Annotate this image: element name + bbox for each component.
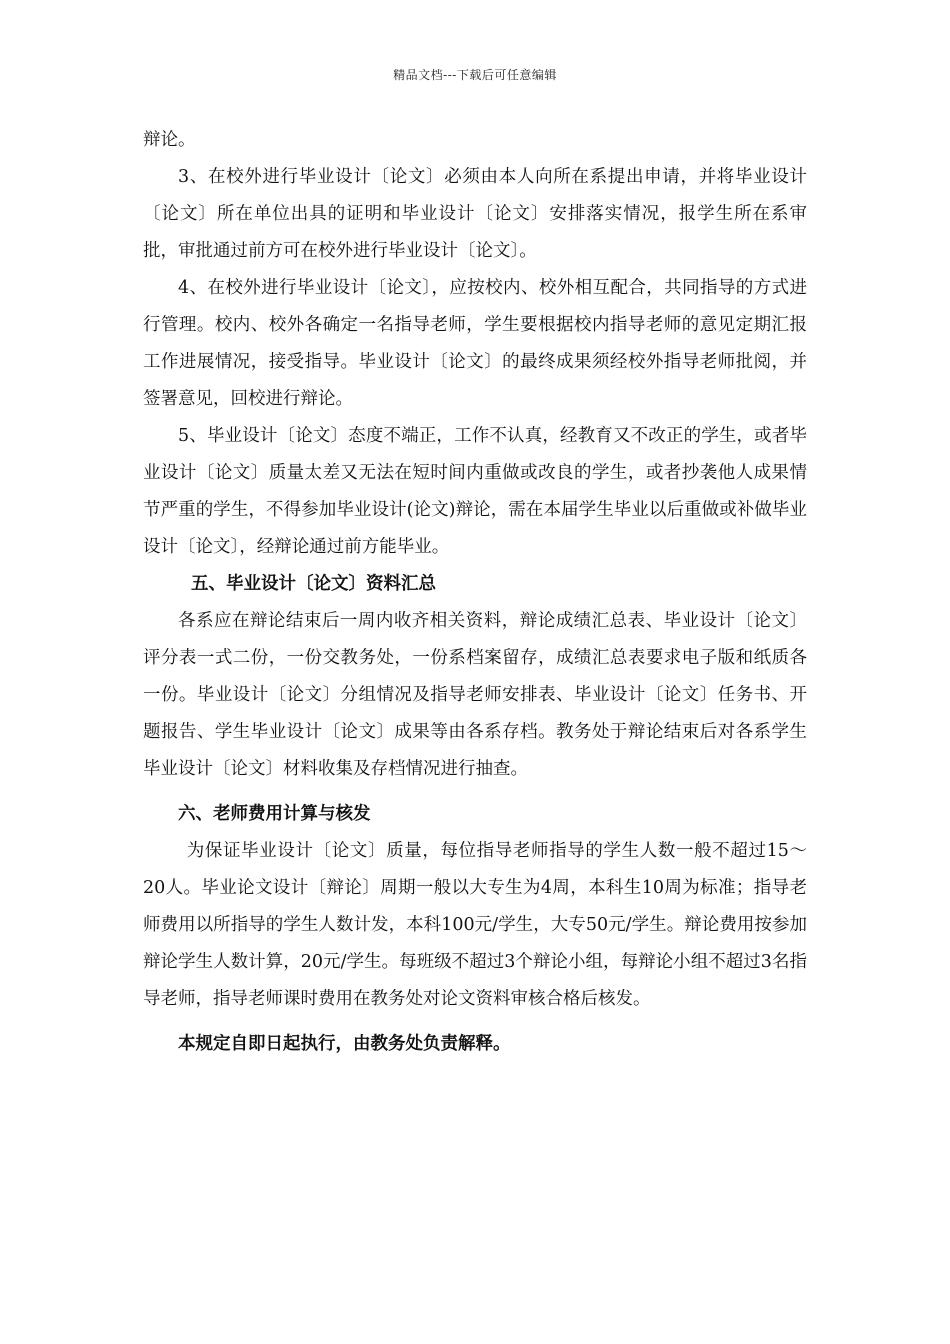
paragraph-item-3: 3、在校外进行毕业设计〔论文〕必须由本人向所在系提出申请，并将毕业设计〔论文〕所在单位出具的证明和毕业设计〔论文〕安排落实情况，报学生所在系审批，审批通过前方可在校外进行毕业设计〔论文〕。	[143, 167, 807, 261]
paragraph-fees: 为保证毕业设计〔论文〕质量，每位指导老师指导的学生人数一般不超过15～20人。毕业论文设计〔辩论〕周期一般以大专生为4周，本科生10周为标准；指导老师费用以所指导的学生人数计发，本科100元/学生，大专50元/学生。辩论费用按参加辩论学生人数计算，20元/学生。每班级不超过3个辩论小组，每辩论小组不超过3名指导老师，指导老师课时费用在教务处对论文资料审核合格后核发。	[143, 841, 807, 1009]
section-heading-6: 六、老师费用计算与核发	[178, 804, 371, 824]
paragraph-materials: 各系应在辩论结束后一周内收齐相关资料，辩论成绩汇总表、毕业设计〔论文〕评分表一式二份，一份交教务处，一份系档案留存，成绩汇总表要求电子版和纸质各一份。毕业设计〔论文〕分组情况及指导老师安排表、毕业设计〔论文〕任务书、开题报告、学生毕业设计〔论文〕成果等由各系存档。教务处于辩论结束后对各系学生毕业设计〔论文〕材料收集及存档情况进行抽查。	[143, 611, 807, 779]
closing-statement: 本规定自即日起执行，由教务处负责解释。	[178, 1034, 511, 1054]
paragraph-continuation: 辩论。	[143, 130, 196, 150]
section-heading-5: 五、毕业设计〔论文〕资料汇总	[191, 574, 436, 594]
page-header: 精品文档---下载后可任意编辑	[393, 68, 557, 82]
paragraph-item-5: 5、毕业设计〔论文〕态度不端正，工作不认真，经教育又不改正的学生，或者毕业设计〔论文〕质量太差又无法在短时间内重做或改良的学生，或者抄袭他人成果情节严重的学生，不得参加毕业设计(论文)辩论，需在本届学生毕业以后重做或补做毕业设计〔论文〕，经辩论通过前方能毕业。	[143, 426, 807, 557]
document-body	[143, 122, 807, 1063]
paragraph-item-4: 4、在校外进行毕业设计〔论文〕，应按校内、校外相互配合，共同指导的方式进行管理。校内、校外各确定一名指导老师，学生要根据校内指导老师的意见定期汇报工作进展情况，接受指导。毕业设计〔论文〕的最终成果须经校外指导老师批阅，并签署意见，回校进行辩论。	[143, 278, 807, 409]
